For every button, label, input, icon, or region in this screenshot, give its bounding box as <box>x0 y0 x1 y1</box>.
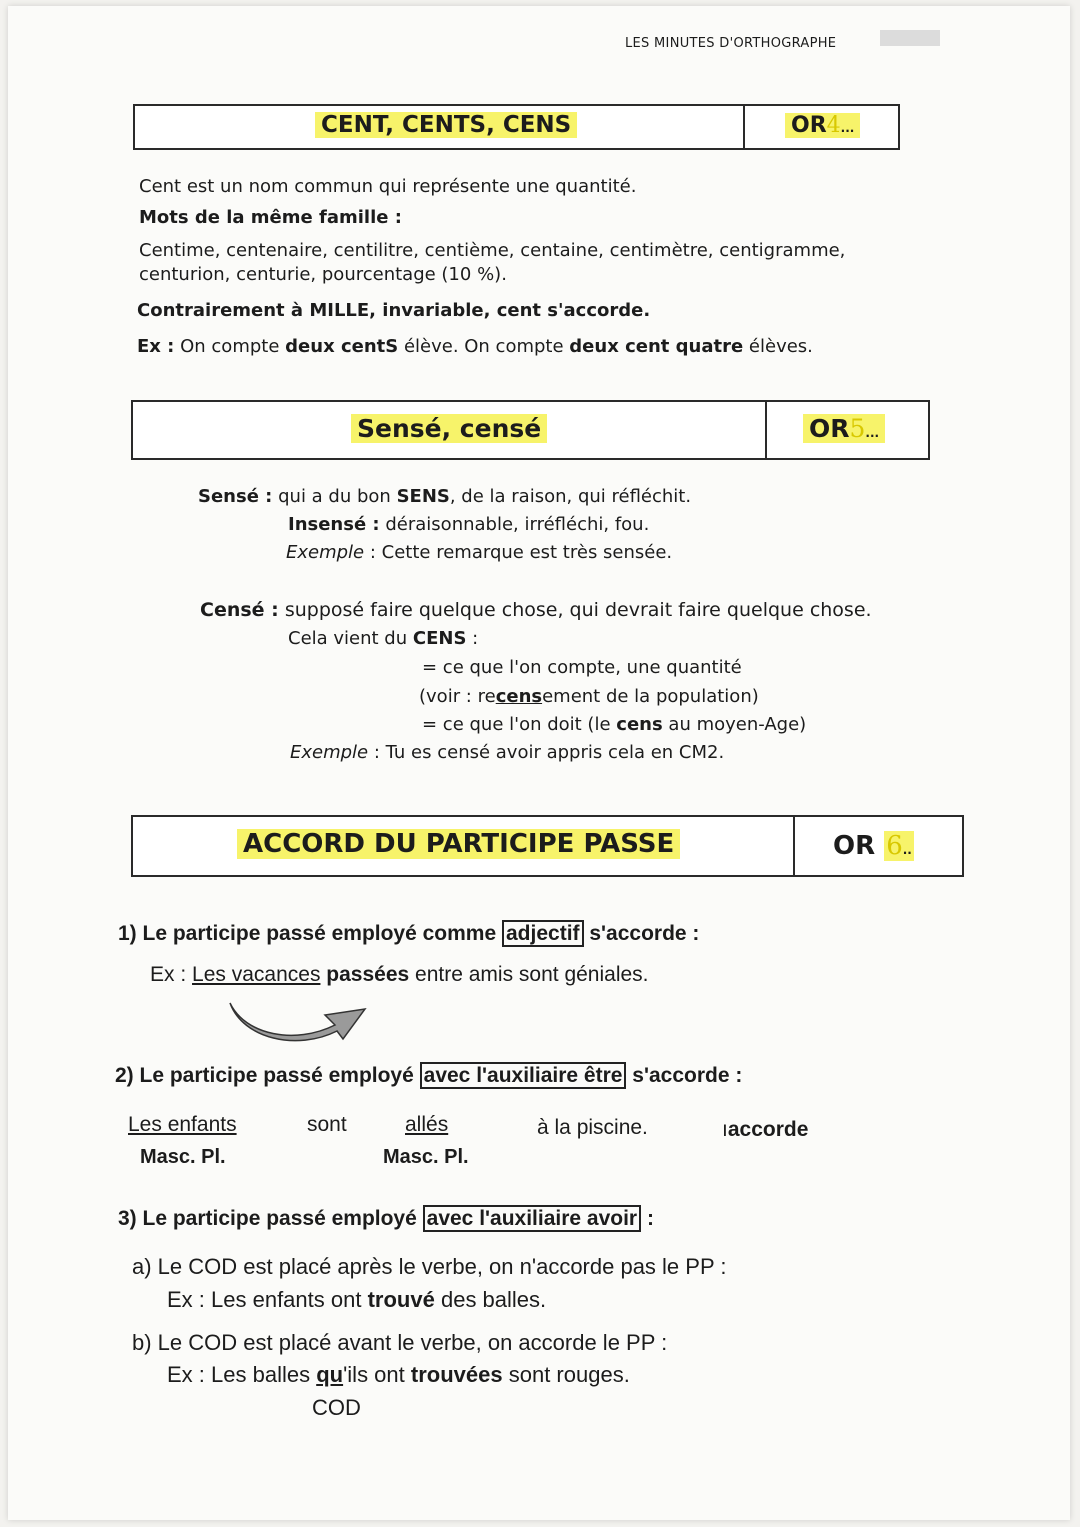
example-underlined: Les vacances <box>192 963 321 986</box>
cens-voir <box>419 686 759 707</box>
or-badge-6: OR 6.. <box>833 831 912 861</box>
family-line-1: Centime, centenaire, centilitre, centième, centaine, centimètre, centigramme, <box>139 240 846 261</box>
rule-text: 1) Le participe passé employé comme <box>118 922 497 945</box>
example-label: Ex : <box>137 336 175 357</box>
voir-underlined: cens <box>495 686 543 707</box>
section-title-box-sense <box>131 400 930 460</box>
example-bold: passées <box>326 963 410 986</box>
rule-3a: a) Le COD est placé après le verbe, on n'accorde pas le PP : <box>132 1254 727 1279</box>
or-number: 5 <box>849 414 866 443</box>
example-bold: deux cent quatre <box>569 336 744 357</box>
cent-example <box>137 336 813 357</box>
rule-3b-cod: COD <box>312 1395 361 1420</box>
rule-1 <box>118 922 699 946</box>
or-badge-4: OR4... <box>785 113 860 138</box>
rule-2-word-verb: sont <box>307 1113 347 1136</box>
voir-text: ement de la population) <box>542 686 759 707</box>
meaning-bold: cens <box>616 714 663 735</box>
example-bold: trouvées <box>410 1362 503 1387</box>
example-label: Exemple <box>290 742 369 763</box>
voir-text: (voir : re <box>419 686 496 707</box>
rule-2-gender-2: Masc. Pl. <box>383 1146 469 1168</box>
cense-text: supposé faire quelque chose, qui devrait faire quelque chose. <box>284 599 872 621</box>
rule-3 <box>118 1207 654 1231</box>
sense-example <box>286 542 672 563</box>
accorde-text: accorde <box>727 1118 809 1141</box>
insense-text: déraisonnable, irréfléchi, fou. <box>385 514 650 535</box>
insense-definition <box>288 514 649 535</box>
example-bold: deux centS <box>285 336 399 357</box>
insense-label: Insensé : <box>288 514 380 535</box>
cense-definition <box>200 599 872 621</box>
rule-text: 2) Le participe passé employé <box>115 1064 414 1087</box>
or-label: OR <box>791 113 827 138</box>
rule-2-gender-1: Masc. Pl. <box>140 1146 226 1168</box>
or-label: OR <box>809 414 850 443</box>
section-title-accord: ACCORD DU PARTICIPE PASSE <box>237 829 680 859</box>
family-line-2: centurion, centurie, pourcentage (10 %). <box>139 264 507 285</box>
agreement-arrow-icon <box>225 995 405 1045</box>
or-number: 4 <box>826 113 841 138</box>
cent-rule: Contrairement à MILLE, invariable, cent s'accorde. <box>137 300 651 321</box>
origin-text: : <box>472 628 479 649</box>
cens-origin <box>288 628 478 649</box>
origin-text: Cela vient du <box>288 628 408 649</box>
rule-2 <box>115 1064 742 1088</box>
rule-boxed-term: adjectif <box>502 920 584 947</box>
example-text: : Cette remarque est très sensée. <box>369 542 673 563</box>
example-bold: trouvé <box>367 1287 435 1312</box>
or-badge-5: OR5... <box>803 414 885 443</box>
rule-2-word-complement: à la piscine. <box>537 1116 648 1139</box>
rule-3b: b) Le COD est placé avant le verbe, on accorde le PP : <box>132 1330 668 1355</box>
header-mark <box>880 30 940 46</box>
rule-boxed-term: avec l'auxiliaire être <box>420 1062 627 1089</box>
section-title-box-cent <box>133 104 900 150</box>
sense-label: Sensé : <box>198 486 273 507</box>
example-label: Ex : <box>150 963 187 986</box>
cent-definition: Cent est un nom commun qui représente une quantité. <box>139 176 637 197</box>
example-text: entre amis sont géniales. <box>415 963 649 986</box>
rule-2-word-participle: allés <box>405 1113 449 1136</box>
rule-1-example <box>150 963 649 987</box>
origin-bold: CENS <box>412 628 467 649</box>
cense-label: Censé : <box>200 599 279 621</box>
or-label: OR <box>833 831 876 861</box>
sense-bold: SENS <box>396 486 450 507</box>
rule-text: s'accorde : <box>589 922 700 945</box>
page-header: LES MINUTES D'ORTHOGRAPHE <box>625 36 837 51</box>
rule-boxed-term: avec l'auxiliaire avoir <box>423 1205 641 1232</box>
example-text: Ex : Les balles <box>167 1362 311 1387</box>
example-label: Exemple <box>286 542 365 563</box>
section-title-box-accord <box>131 815 964 877</box>
rule-3b-example <box>167 1362 630 1388</box>
cens-meaning-1: = ce que l'on compte, une quantité <box>422 657 742 678</box>
example-text: élèves. <box>748 336 813 357</box>
example-text: élève. On compte <box>403 336 564 357</box>
example-text: : Tu es censé avoir appris cela en CM2. <box>373 742 725 763</box>
example-text: sont rouges. <box>508 1362 630 1387</box>
meaning-text: = ce que l'on doit (le <box>422 714 611 735</box>
rule-text: : <box>646 1207 654 1230</box>
rule-2-word-subject: Les enfants <box>128 1113 237 1136</box>
rule-3a-example <box>167 1287 546 1313</box>
rule-2-accorde: ıaccorde <box>722 1118 809 1141</box>
sense-text: qui a du bon <box>278 486 391 507</box>
section-title-cent: CENT, CENTS, CENS <box>315 112 577 138</box>
example-underlined: qu <box>316 1362 344 1387</box>
rule-text: s'accorde : <box>632 1064 743 1087</box>
family-label: Mots de la même famille : <box>139 207 402 228</box>
rule-text: 3) Le participe passé employé <box>118 1207 417 1230</box>
sense-text: , de la raison, qui réfléchit. <box>449 486 692 507</box>
cense-example <box>290 742 724 763</box>
example-text: Ex : Les enfants ont <box>167 1287 362 1312</box>
meaning-text: au moyen-Age) <box>668 714 807 735</box>
cens-meaning-2 <box>422 714 806 735</box>
example-text: 'ils ont <box>343 1362 405 1387</box>
or-number: 6 <box>886 831 903 861</box>
sense-definition <box>198 486 691 507</box>
section-title-sense: Sensé, censé <box>351 414 547 443</box>
example-text: des balles. <box>440 1287 547 1312</box>
example-text: On compte <box>180 336 280 357</box>
